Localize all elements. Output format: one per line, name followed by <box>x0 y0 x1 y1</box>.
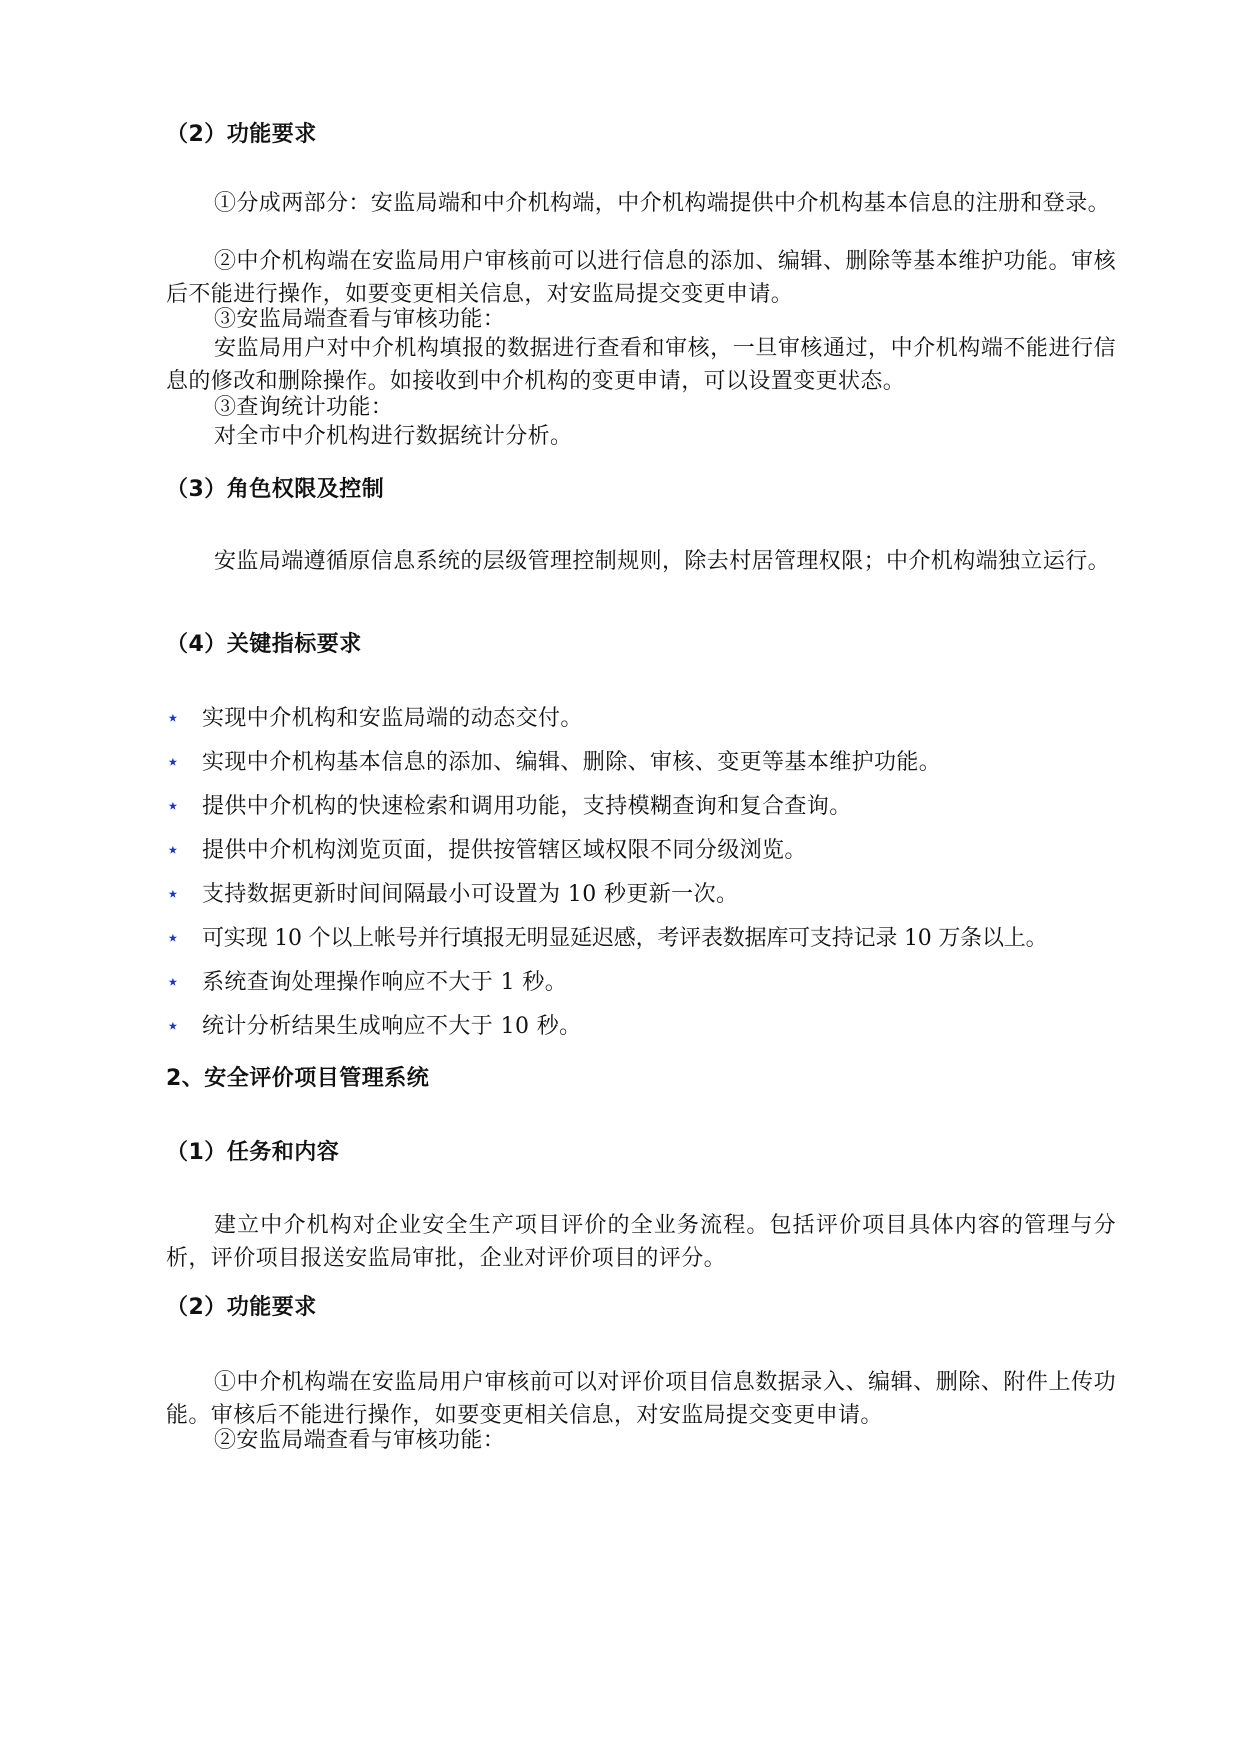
section-heading-system-2: 2、安全评价项目管理系统 <box>166 1066 430 1091</box>
list-item <box>166 702 583 735</box>
section-heading-tasks: （1）任务和内容 <box>166 1140 340 1165</box>
star-bullet-icon: ⋆ <box>166 1014 180 1039</box>
section-heading-kpi: （4）关键指标要求 <box>166 632 362 657</box>
line-review-function: ③安监局端查看与审核功能： <box>214 307 506 332</box>
section-heading-roles: （3）角色权限及控制 <box>166 477 385 502</box>
list-item-text: 可实现 10 个以上帐号并行填报无明显延迟感，考评表数据库可支持记录 10 万条以上。 <box>202 926 1048 951</box>
list-item-text: 提供中介机构浏览页面，提供按管辖区域权限不同分级浏览。 <box>202 838 807 863</box>
list-item <box>166 922 1047 955</box>
star-bullet-icon: ⋆ <box>166 970 180 995</box>
star-bullet-icon: ⋆ <box>166 794 180 819</box>
line-query-stats: ③查询统计功能： <box>214 395 394 420</box>
paragraph-roles: 安监局端遵循原信息系统的层级管理控制规则，除去村居管理权限；中介机构端独立运行。 <box>214 549 1111 574</box>
list-item-text: 提供中介机构的快速检索和调用功能，支持模糊查询和复合查询。 <box>202 794 852 819</box>
paragraph-review-detail: 安监局用户对中介机构填报的数据进行查看和审核，一旦审核通过，中介机构端不能进行信息的修改和删除操作。如接收到中介机构的变更申请，可以设置变更状态。 <box>166 336 1116 394</box>
list-item <box>166 790 852 823</box>
list-item-text: 统计分析结果生成响应不大于 10 秒。 <box>202 1014 582 1039</box>
list-item-text: 系统查询处理操作响应不大于 1 秒。 <box>202 970 568 995</box>
star-bullet-icon: ⋆ <box>166 750 180 775</box>
star-bullet-icon: ⋆ <box>166 706 180 731</box>
list-item-text: 实现中介机构基本信息的添加、编辑、删除、审核、变更等基本维护功能。 <box>202 750 942 775</box>
list-item-text: 实现中介机构和安监局端的动态交付。 <box>202 706 583 731</box>
star-bullet-icon: ⋆ <box>166 882 180 907</box>
list-item <box>166 834 807 867</box>
list-item <box>166 746 941 779</box>
list-item <box>166 966 567 999</box>
paragraph-tasks: 建立中介机构对企业安全生产项目评价的全业务流程。包括评价项目具体内容的管理与分析，评价项目报送安监局审批，企业对评价项目的评分。 <box>166 1213 1116 1271</box>
star-bullet-icon: ⋆ <box>166 926 180 951</box>
paragraph-split-two-parts: ①分成两部分：安监局端和中介机构端，中介机构端提供中介机构基本信息的注册和登录。 <box>214 191 1111 216</box>
list-item <box>166 878 738 911</box>
paragraph-project-maintenance: ①中介机构端在安监局用户审核前可以对评价项目信息数据录入、编辑、删除、附件上传功能。审核后不能进行操作，如要变更相关信息，对安监局提交变更申请。 <box>166 1370 1116 1428</box>
star-bullet-icon: ⋆ <box>166 838 180 863</box>
line-stats-detail: 对全市中介机构进行数据统计分析。 <box>214 424 573 449</box>
line-review-function-2: ②安监局端查看与审核功能： <box>214 1428 506 1453</box>
section-heading-function-requirements-2: （2）功能要求 <box>166 1295 317 1320</box>
list-item <box>166 1010 582 1043</box>
paragraph-agency-maintenance: ②中介机构端在安监局用户审核前可以进行信息的添加、编辑、删除等基本维护功能。审核后不能进行操作，如要变更相关信息，对安监局提交变更申请。 <box>166 249 1116 307</box>
section-heading-function-requirements: （2）功能要求 <box>166 122 317 147</box>
list-item-text: 支持数据更新时间间隔最小可设置为 10 秒更新一次。 <box>202 882 739 907</box>
